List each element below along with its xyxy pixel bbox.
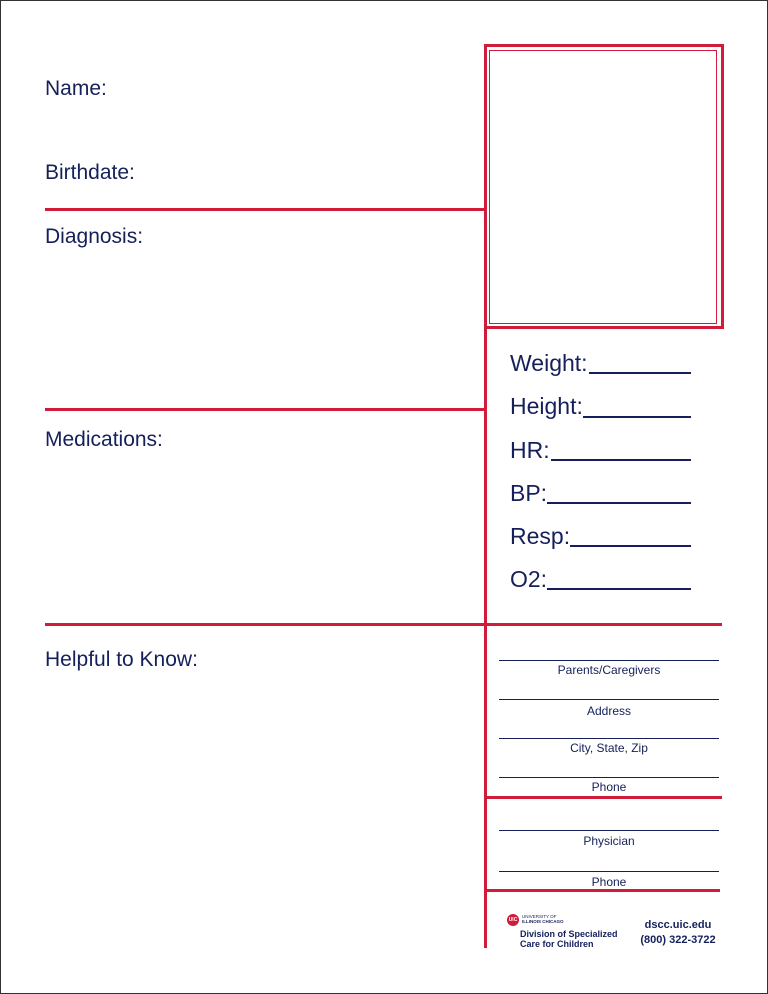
name-label: Name: [45, 77, 107, 100]
helpful-to-know-label: Helpful to Know: [45, 648, 198, 671]
vital-o2-line [547, 588, 691, 590]
vital-weight-line [589, 372, 691, 374]
division-line-2: Care for Children [520, 939, 594, 949]
divider-after-diagnosis [45, 408, 485, 411]
vital-resp-label: Resp: [510, 523, 571, 549]
phone-caption-2: Phone [591, 875, 627, 889]
divider-after-medications [45, 623, 722, 626]
city-caption: City, State, Zip [570, 741, 648, 755]
vital-hr-label: HR: [510, 437, 550, 463]
vital-bp-label: BP: [510, 480, 548, 506]
vital-resp-line [570, 545, 691, 547]
medications-label: Medications: [45, 428, 163, 451]
address-caption: Address [586, 704, 632, 718]
division-line-1: Division of Specialized [520, 929, 618, 939]
university-line-2: ILLINOIS CHICAGO [522, 919, 564, 924]
vital-hr-line [551, 459, 691, 461]
divider-before-footer [484, 889, 720, 892]
parents-caption: Parents/Caregivers [557, 663, 661, 677]
uic-logo-icon: UIC [507, 914, 519, 926]
vital-o2-label: O2: [510, 566, 548, 592]
birthdate-label: Birthdate: [45, 161, 135, 184]
phone-number-text: (800) 322-3722 [640, 934, 716, 946]
address-line [499, 699, 719, 700]
phone-line-1 [499, 777, 719, 778]
diagnosis-label: Diagnosis: [45, 225, 144, 248]
vital-bp-line [547, 502, 691, 504]
website-text: dscc.uic.edu [644, 919, 712, 931]
divider-after-birthdate [45, 208, 485, 211]
photo-box-inner-border [489, 50, 717, 324]
vital-height-line [583, 416, 691, 418]
physician-line [499, 830, 719, 831]
vital-height-label: Height: [510, 393, 583, 419]
physician-caption: Physician [583, 834, 635, 848]
parents-line [499, 660, 719, 661]
phone-caption-1: Phone [591, 780, 627, 794]
city-line [499, 738, 719, 739]
vital-weight-label: Weight: [510, 350, 588, 376]
university-line-1: UNIVERSITY OF [522, 914, 557, 919]
phone-line-2 [499, 871, 719, 872]
divider-after-parents [484, 796, 722, 799]
